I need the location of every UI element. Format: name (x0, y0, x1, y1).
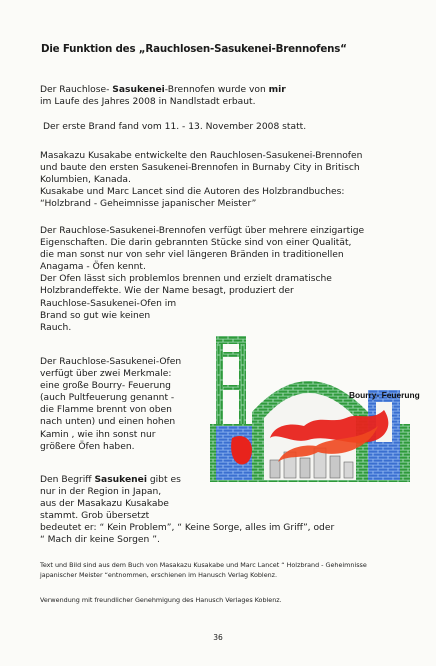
term-text: gibt es (146, 475, 181, 485)
features-line: die Flamme brennt von oben (40, 405, 172, 416)
footnote-line: Text und Bild sind aus dem Buch von Masakazu Kusakabe und Marc Lancet “ Holzbrand - Geheimnisse (40, 561, 367, 569)
features-line: Kamin , wie ihn sonst nur (40, 429, 156, 440)
permission-note: Verwendung mit freundlicher Genehmigung des Hanusch Verlages Koblenz. (40, 596, 282, 604)
features-line: größere Öfen haben. (40, 441, 135, 452)
features-line: eine große Bourry- Feuerung (40, 381, 171, 392)
features-line: verfügt über zwei Merkmale: (40, 369, 172, 380)
history-line: Masakazu Kusakabe entwickelte den Rauchlosen-Sasukenei-Brennofen (40, 151, 363, 161)
term-line: nur in der Region in Japan, (40, 487, 162, 498)
intro-text: Der Rauchlose- (40, 85, 113, 95)
term-line: stammt. Grob übersetzt (40, 511, 150, 522)
history-line: “Holzbrand - Geheimnisse japanischer Meister” (40, 199, 257, 210)
sasukenei-term: Sasukenei (94, 475, 147, 485)
firebox-label: Bourry- Feuerung (349, 390, 420, 400)
intro-line-2: im Laufe des Jahres 2008 in Nandlstadt erbaut. (40, 97, 256, 108)
intro-text: -Brennofen wurde von (164, 85, 269, 95)
properties-line: Holzbrandeffekte. Wie der Name besagt, produziert der (40, 286, 294, 297)
history-line: und baute den ersten Sasukenei-Brennofen in Burnaby City in Britisch (40, 163, 360, 174)
history-paragraph (40, 150, 420, 210)
first-firing-paragraph: Der erste Brand fand vom 11. - 13. November 2008 statt. (43, 122, 307, 132)
term-text: Den Begriff (40, 475, 95, 485)
history-line: Kusakabe und Marc Lancet sind die Autoren des Holzbrandbuches: (40, 187, 345, 198)
term-line: bedeutet er: “ Kein Problem”, “ Keine Sorge, alles im Griff”, oder (40, 523, 335, 534)
properties-line: Rauchlose-Sasukenei-Ofen im (40, 298, 177, 309)
properties-line: Der Ofen lässt sich problemlos brennen und erzielt dramatische (40, 274, 332, 285)
properties-paragraph (40, 225, 420, 334)
author-term: mir (268, 85, 286, 95)
kiln-illustration (208, 330, 412, 486)
page-title: Die Funktion des „Rauchlosen-Sasukenei-Brennofens“ (41, 43, 347, 55)
properties-line: Rauch. (40, 322, 72, 333)
features-line: (auch Pultfeuerung genannt - (40, 393, 175, 404)
properties-line: Eigenschaften. Die darin gebrannten Stücke sind von einer Qualität, (40, 238, 352, 249)
properties-line: Anagama - Öfen kennt. (40, 262, 146, 273)
history-line: Kolumbien, Kanada. (40, 175, 131, 186)
chimney (216, 336, 246, 424)
sasukenei-term: Sasukenei (112, 85, 165, 95)
term-line: aus der Masakazu Kusakabe (40, 499, 169, 510)
features-line: nach unten) und einen hohen (40, 417, 176, 428)
properties-line: Brand so gut wie keinen (40, 310, 151, 321)
features-line: Der Rauchlose-Sasukenei-Ofen (40, 357, 182, 367)
page-number: 36 (213, 633, 223, 642)
intro-line-1 (40, 84, 420, 96)
intro-paragraph (40, 84, 420, 108)
properties-line: die man sonst nur von sehr viel längeren Bränden in traditionellen (40, 250, 344, 261)
term-line: “ Mach dir keine Sorgen ”. (40, 535, 160, 546)
source-footnote (40, 561, 425, 581)
properties-line: Der Rauchlose-Sasukenei-Brennofen verfügt über mehrere einzigartige (40, 226, 365, 236)
footnote-line: japanischer Meister “entnommen, erschienen im Hanusch Verlag Koblenz. (40, 570, 278, 579)
